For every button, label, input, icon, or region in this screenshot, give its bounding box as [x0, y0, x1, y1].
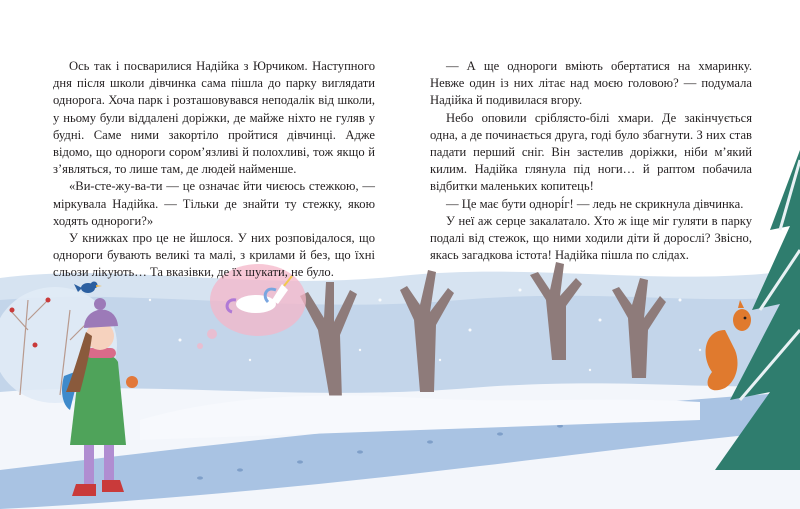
- left-text-column: [53, 58, 375, 282]
- right-text-column: [430, 58, 752, 264]
- paragraph: Небо оповили сріблясто-білі хмари. Де закінчується одна, а де починається друга, годі було збагнути. З них став падати перший сніг. Він застелив доріжки, ніби м’який килим. Надійка глянула під ноги… й раптом побачила відбитки маленьких копитець!: [430, 110, 752, 194]
- paragraph: — Це має бути однорі́г! — ледь не скрикнула дівчинка.: [446, 196, 744, 211]
- paragraph: «Ви-сте-жу-ва-ти — це означає йти чиєюсь стежкою, — міркувала Надійка. — Тільки де знайти ту стежку, якою ходять однороги?»: [53, 179, 375, 228]
- paragraph: У книжках про це не йшлося. У них розповідалося, що однороги бувають великі та малі, з крилами й без, що їхні сльози лікують… Та вказівки, де їх шукати, не було.: [53, 231, 375, 280]
- paragraph: У неї аж серце закалатало. Хто ж іще міг гуляти в парку подалі від стежок, що ними ходили діти й дорослі? Звісно, якась загадкова істота! Надійка пішла по слідах.: [430, 213, 752, 263]
- paragraph: — А ще однороги вміють обертатися на хмаринку. Невже один із них літає над моєю головою? — подумала Надійка й подивилася вгору.: [430, 59, 752, 108]
- paragraph: Ось так і посварилися Надійка з Юрчиком. Наступного дня після школи дівчинка сама пішла до парку виглядати однорога. Хоча парк і розташовувався неподалік від школи, у ньому були віддалені доріжки, де майже ніхто не гуляв у будні. Саме ними закортіло пройтися дівчинці. Адже відомо, що однороги сором’язливі й полохливі, тож якщо й з’являться, то лише там, де людей найменше.: [53, 59, 375, 177]
